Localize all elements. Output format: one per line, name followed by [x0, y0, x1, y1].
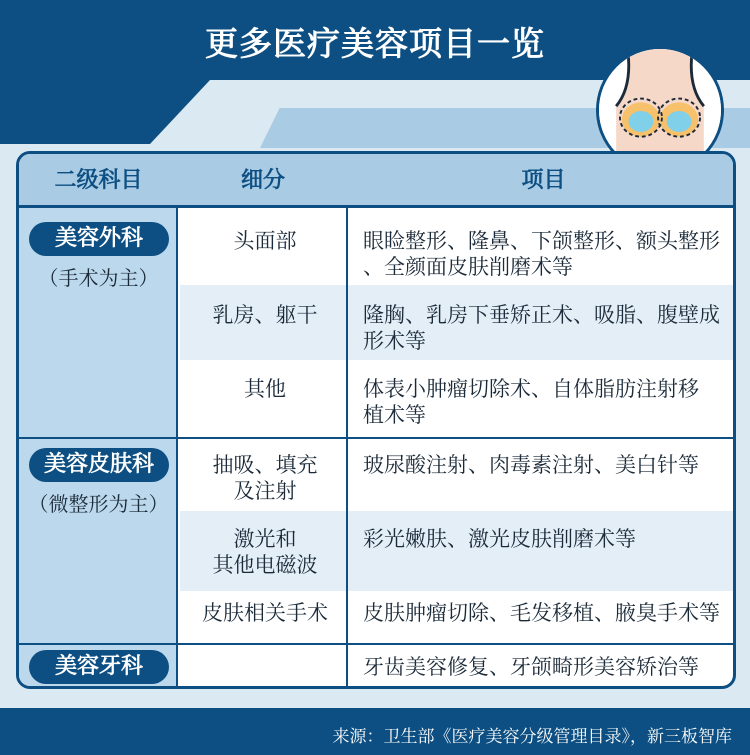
row-subcategory: 皮肤相关手术	[202, 601, 328, 625]
row-items: 体表小肿瘤切除术、自体脂肪注射移 植术等	[363, 377, 699, 427]
source-note: 来源：卫生部《医疗美容分级管理目录》，新三板智库	[332, 727, 732, 747]
row-subcategory: 其他	[244, 377, 286, 401]
row-subcategory: 头面部	[233, 229, 297, 253]
group-divider	[19, 437, 733, 439]
row-items: 眼睑整形、隆鼻、下颌整形、额头整形 、全颜面皮肤削磨术等	[363, 229, 720, 279]
row-items: 隆胸、乳房下垂矫正术、吸脂、腹壁成 形术等	[363, 303, 720, 353]
group-label-surgery: 美容外科	[29, 222, 169, 256]
table-header	[19, 154, 733, 208]
header-col3: 项目	[521, 168, 566, 193]
row-subcategory: 激光和 其他电磁波	[212, 527, 318, 577]
row-items: 玻尿酸注射、肉毒素注射、美白针等	[363, 453, 699, 477]
row-subcategory: 乳房、躯干	[212, 303, 318, 327]
group-divider	[19, 643, 733, 645]
header-col2: 细分	[240, 168, 285, 193]
group-label-dental: 美容牙科	[29, 650, 169, 684]
header-col1: 二级科目	[54, 168, 143, 193]
group-note-surgery: （手术为主）	[38, 266, 159, 290]
page-title: 更多医疗美容项目一览	[205, 24, 545, 63]
footer-band	[0, 708, 750, 755]
group-note-dermatology: （微整形为主）	[28, 492, 169, 516]
row-items: 皮肤肿瘤切除、毛发移植、腋臭手术等	[363, 601, 720, 625]
projects-table	[16, 151, 736, 689]
group-label-dermatology: 美容皮肤科	[29, 448, 169, 482]
row-items: 牙齿美容修复、牙颌畸形美容矫治等	[363, 655, 699, 679]
row-subcategory: 抽吸、填充 及注射	[212, 453, 318, 503]
row-items: 彩光嫩肤、激光皮肤削磨术等	[363, 527, 636, 551]
